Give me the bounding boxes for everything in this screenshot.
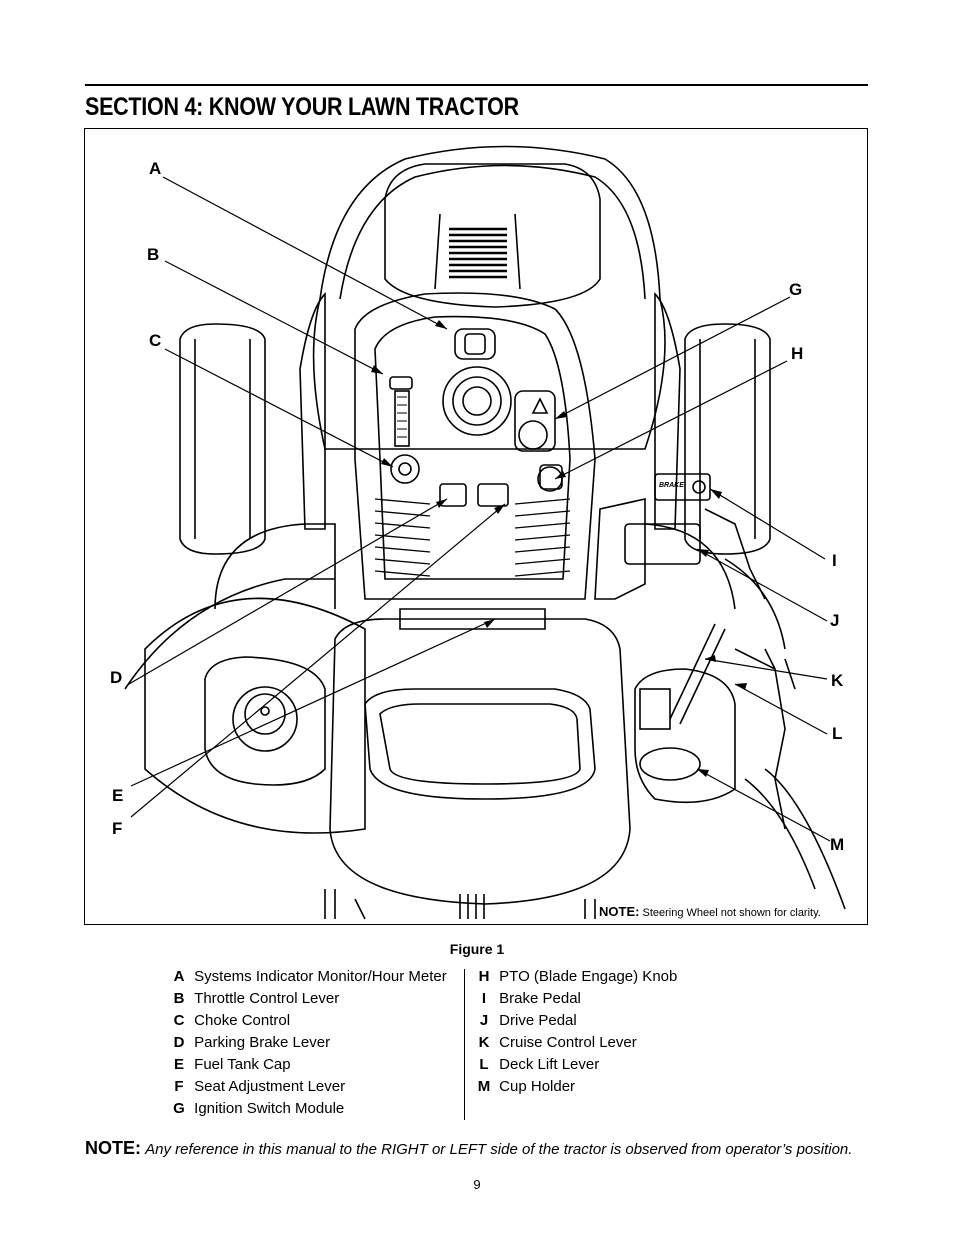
callout-m: M: [830, 835, 845, 854]
legend-label: Deck Lift Lever: [499, 1056, 600, 1073]
legend-label: Systems Indicator Monitor/Hour Meter: [194, 968, 447, 985]
operator-position-note: [85, 1138, 852, 1159]
callout-c: C: [149, 331, 162, 350]
legend-item: [168, 1078, 447, 1100]
legend-key: K: [478, 1034, 490, 1051]
legend-label: Cruise Control Lever: [499, 1034, 637, 1051]
legend-label: Fuel Tank Cap: [194, 1056, 291, 1073]
figure-note-text: Steering Wheel not shown for clarity.: [642, 907, 821, 919]
note-label: NOTE:: [85, 1138, 141, 1158]
legend-item: [168, 1034, 447, 1056]
callout-k: K: [831, 671, 844, 690]
callout-b: B: [147, 245, 160, 264]
legend-label: Choke Control: [194, 1012, 291, 1029]
legend-item: [168, 1012, 447, 1034]
legend-label: Drive Pedal: [499, 1012, 577, 1029]
legend-key: F: [174, 1078, 184, 1095]
legend-key: J: [479, 1012, 489, 1029]
callout-h: H: [791, 344, 804, 363]
legend-key: B: [173, 990, 185, 1007]
legend-label: Cup Holder: [499, 1078, 576, 1095]
legend-key: H: [478, 968, 490, 985]
legend-left-column: [168, 968, 447, 1122]
legend-key: A: [173, 968, 185, 985]
callout-l: L: [832, 724, 843, 743]
legend-item: [473, 1056, 677, 1078]
callout-a: A: [149, 159, 162, 178]
tractor-drawing: [85, 129, 869, 926]
legend-key: E: [173, 1056, 184, 1073]
legend-key: G: [173, 1100, 185, 1117]
legend-item: [168, 968, 447, 990]
callout-i: I: [832, 551, 837, 570]
legend-item: [473, 990, 677, 1012]
callout-d: D: [110, 668, 123, 687]
legend-key: L: [479, 1056, 489, 1073]
legend-item: [473, 1078, 677, 1100]
note-text: Any reference in this manual to the RIGHT or LEFT side of the tractor is observed from operator’s position.: [145, 1141, 853, 1158]
header-rule: [85, 84, 868, 86]
legend-label: PTO (Blade Engage) Knob: [499, 968, 678, 985]
figure-caption: Figure 1: [449, 941, 505, 957]
legend-item: [168, 1100, 447, 1122]
legend-label: Parking Brake Lever: [194, 1034, 331, 1051]
legend-label: Seat Adjustment Lever: [194, 1078, 346, 1095]
legend-key: C: [173, 1012, 185, 1029]
figure-note-label: NOTE:: [599, 904, 640, 919]
legend-label: Brake Pedal: [499, 990, 581, 1007]
legend-label: Ignition Switch Module: [194, 1100, 345, 1117]
figure-note: [599, 904, 821, 919]
legend-divider: [464, 969, 465, 1120]
legend-item: [168, 1056, 447, 1078]
legend-item: [473, 1012, 677, 1034]
legend-item: [473, 968, 677, 990]
legend-item: [168, 990, 447, 1012]
callout-j: J: [830, 611, 840, 630]
page-number: 9: [473, 1177, 481, 1192]
callout-g: G: [789, 280, 803, 299]
callout-f: F: [112, 819, 123, 838]
legend-key: I: [481, 990, 487, 1007]
brake-pedal-label: BRAKE: [659, 482, 684, 489]
legend-right-column: [473, 968, 677, 1100]
legend-item: [473, 1034, 677, 1056]
legend-key: D: [173, 1034, 185, 1051]
legend-key: M: [477, 1078, 491, 1095]
legend-label: Throttle Control Lever: [194, 990, 340, 1007]
section-title: SECTION 4: KNOW YOUR LAWN TRACTOR: [85, 93, 519, 121]
figure-1-illustration: [84, 128, 868, 925]
callout-e: E: [112, 786, 124, 805]
